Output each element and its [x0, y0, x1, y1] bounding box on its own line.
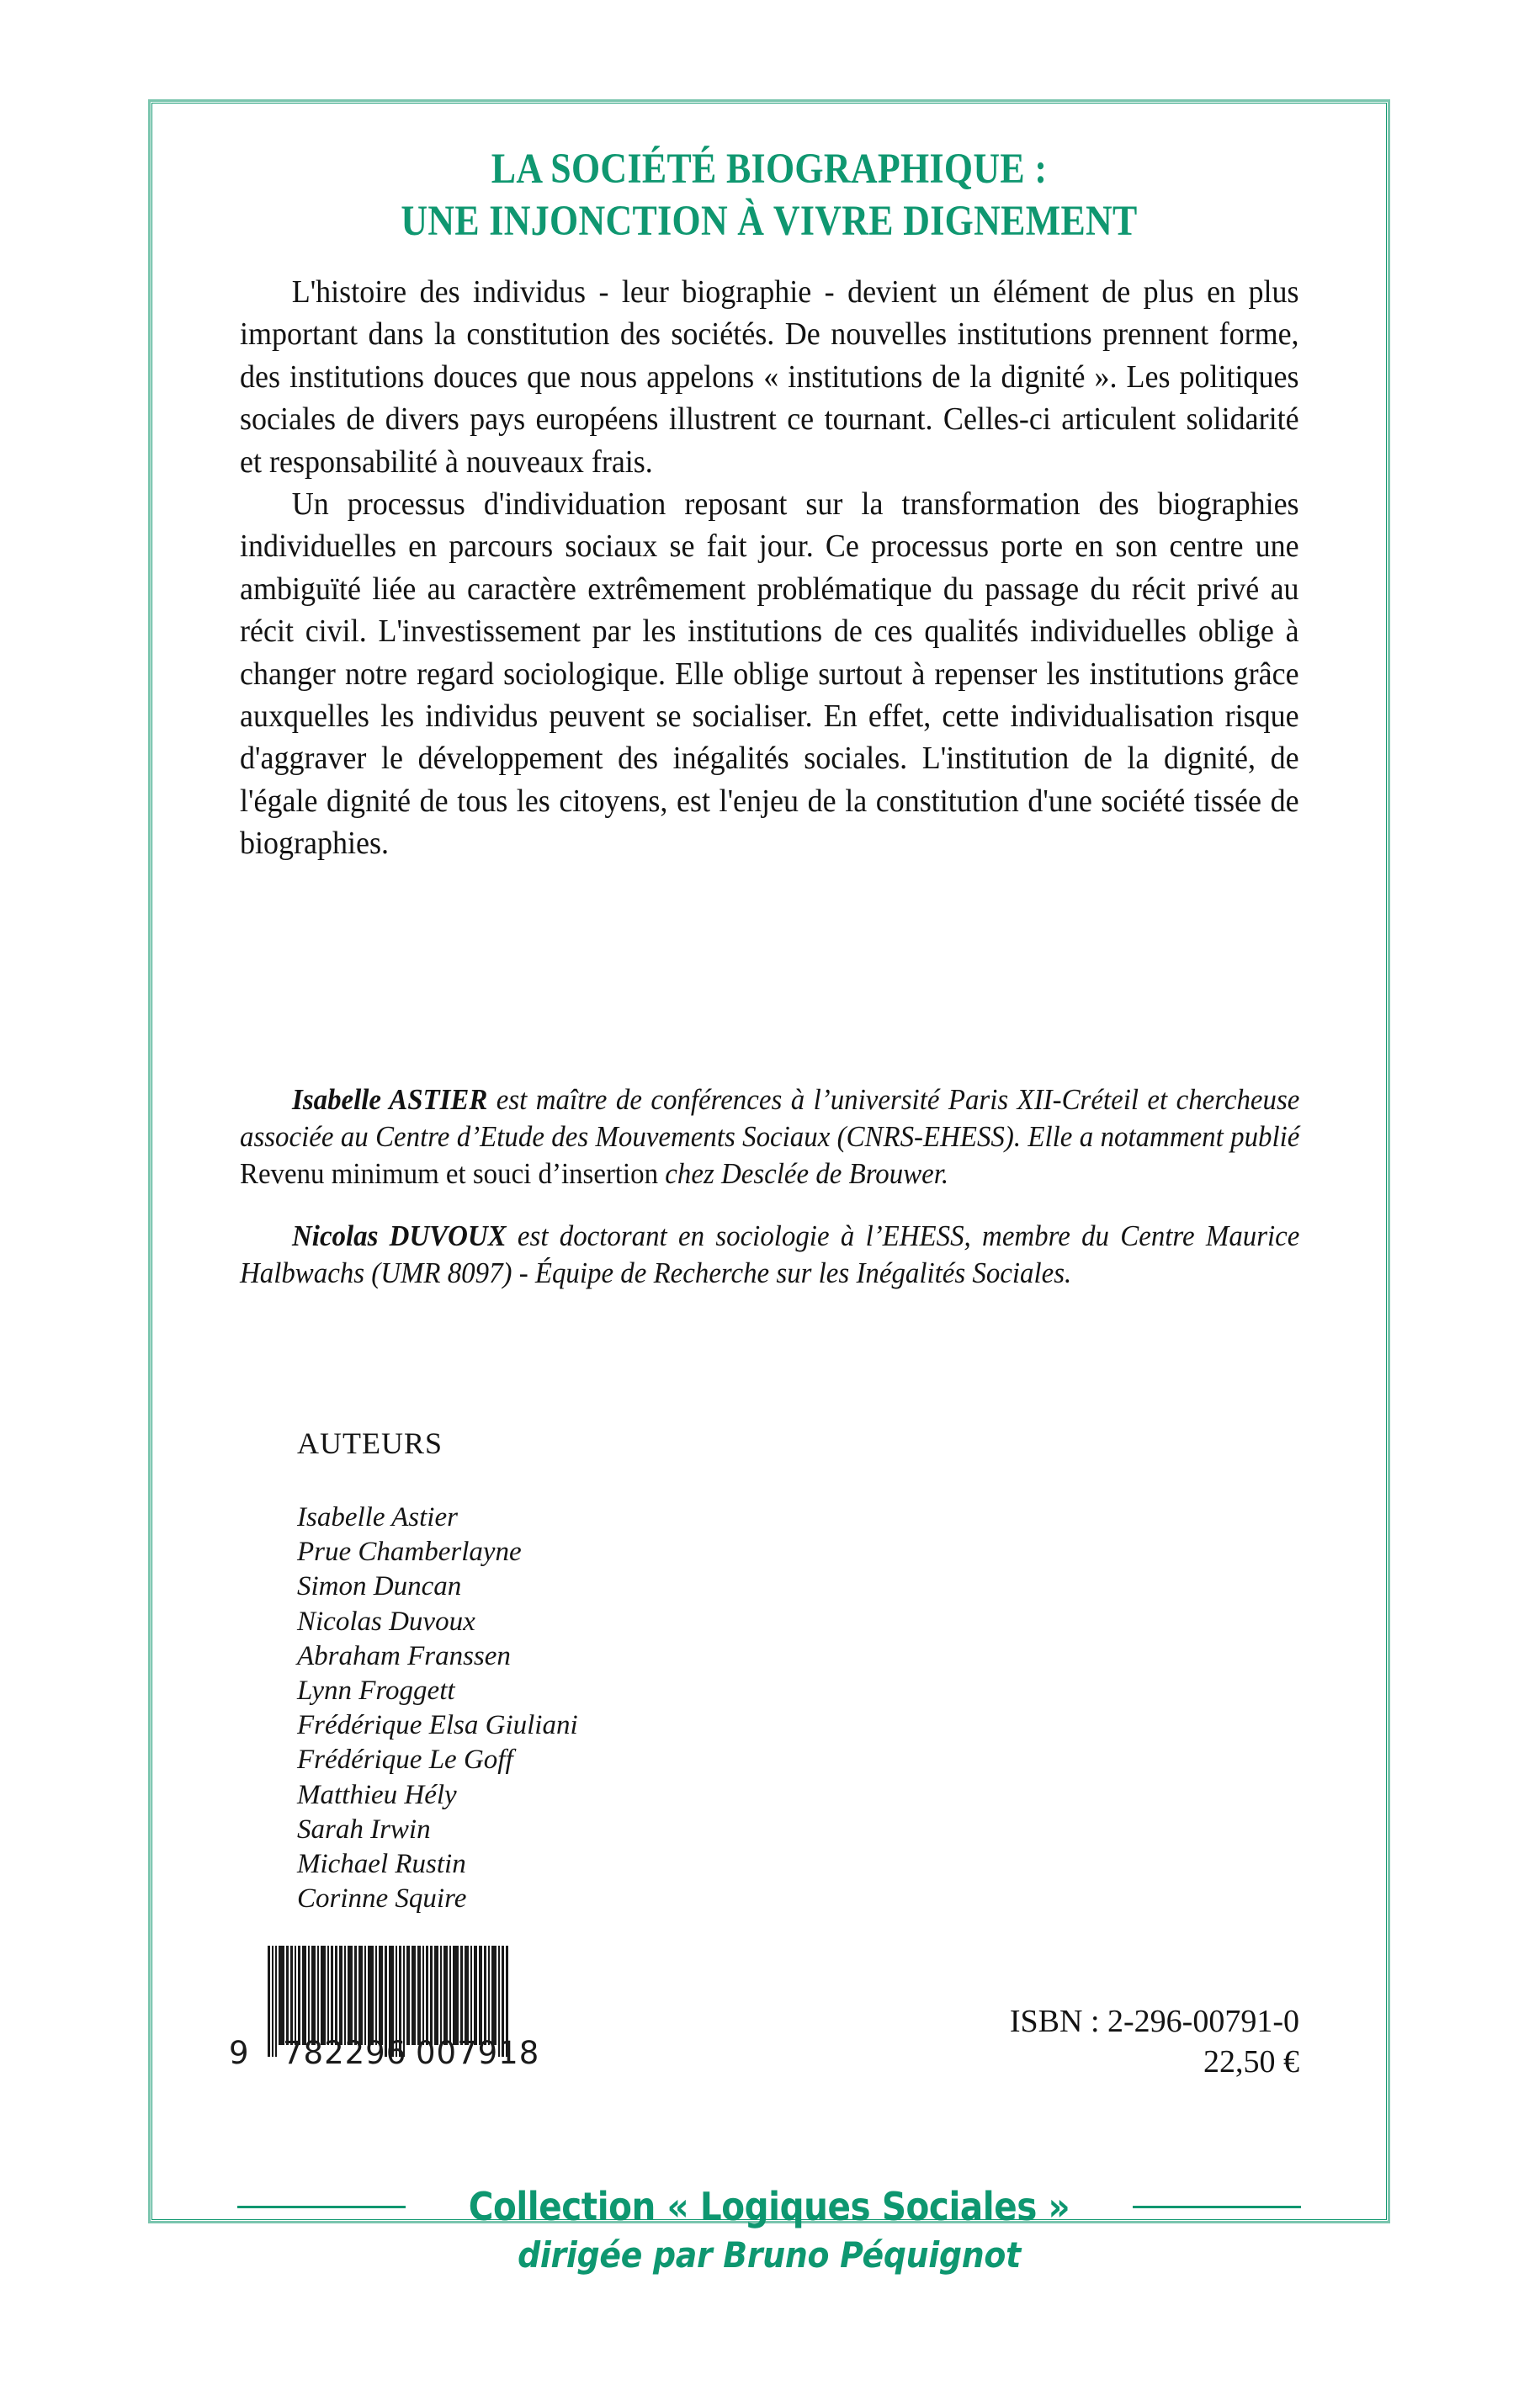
barcode-right-digits: 007918: [416, 2035, 540, 2071]
barcode-bar: [422, 1946, 424, 2045]
barcode-digits: [229, 2035, 557, 2070]
barcode-bar: [308, 1946, 310, 2045]
barcode-bar: [331, 1946, 333, 2045]
bio-astier-text-after: chez Desclée de Brouwer.: [658, 1157, 949, 1190]
author-list-item: Lynn Froggett: [297, 1676, 455, 1707]
bio-duvoux-name: Nicolas DUVOUX: [292, 1219, 507, 1252]
collection-name: Collection « Logiques Sociales »: [468, 2184, 1070, 2229]
barcode-bar: [279, 1946, 284, 2045]
price-value: 22,50 €: [1203, 2044, 1299, 2080]
bio-astier-work-title: Revenu minimum et souci d’insertion: [240, 1157, 659, 1190]
barcode-bar: [295, 1946, 296, 2045]
barcode-bar: [339, 1946, 343, 2045]
barcode-bar: [335, 1946, 337, 2045]
barcode-bar: [290, 1946, 293, 2045]
barcode-bar: [368, 1946, 374, 2045]
author-list-item: Simon Duncan: [297, 1571, 462, 1602]
barcode-bar: [286, 1946, 289, 2045]
page-title: [165, 143, 1373, 247]
bio-duvoux-text: est doctorant en sociologie à l’EHESS, membre du Centre Maurice Halbwachs (UMR 8097) - Équipe de Recherche sur les Inégalités Sociales.: [240, 1219, 1300, 1289]
barcode-bar: [344, 1946, 346, 2045]
author-biographies: [240, 1081, 1298, 1317]
author-list-item: Corinne Squire: [297, 1883, 467, 1915]
barcode-bar: [460, 1946, 463, 2045]
author-list-item: Sarah Irwin: [297, 1814, 431, 1845]
barcode-bar: [417, 1946, 421, 2045]
bio-astier: [240, 1081, 1299, 1192]
barcode-bar: [321, 1946, 326, 2045]
barcode-bar: [379, 1946, 383, 2045]
barcode-bar: [302, 1946, 306, 2045]
bio-duvoux: [240, 1218, 1299, 1292]
collection-rule-right: [1133, 2206, 1301, 2208]
title-line-1: LA SOCIÉTÉ BIOGRAPHIQUE :: [491, 146, 1048, 193]
author-list-item: Prue Chamberlayne: [297, 1537, 522, 1568]
blurb-paragraph-1: L'histoire des individus - leur biographie - devient un élément de plus en plus important dans la constitution des sociétés. De nouvelles institutions prennent forme, des institutions douces que nous appelons « institutions de la dignité ». Les politiques sociales de divers pays européens illustrent ce tournant. Celles-ci articulent solidarité et responsabilité à nouveaux frais.: [240, 274, 1299, 480]
barcode-bar: [298, 1946, 300, 2045]
author-list-item: Abraham Franssen: [297, 1640, 511, 1671]
author-list-item: Nicolas Duvoux: [297, 1606, 475, 1637]
barcode-bar: [434, 1946, 438, 2045]
author-list-item: Frédérique Le Goff: [297, 1745, 513, 1776]
blurb-text: [240, 271, 1298, 865]
barcode-bar: [488, 1946, 490, 2045]
barcode-bar: [348, 1946, 353, 2045]
bio-astier-text-before: est maître de conférences à l’université Paris XII-Créteil et chercheuse associée au Centre d’Etude des Mouvements Sociaux (CNRS-EHESS). Elle a notamment publié: [240, 1083, 1300, 1153]
collection-rule-left: [237, 2206, 406, 2208]
collection-name-row: [148, 2183, 1390, 2230]
author-list-item: Isabelle Astier: [297, 1502, 458, 1532]
collection-subtitle: dirigée par Bruno Péquignot: [518, 2234, 1021, 2276]
barcode-bar: [465, 1946, 469, 2045]
barcode-bar: [430, 1946, 433, 2045]
barcode-bar: [491, 1946, 497, 2045]
authors-section-heading: AUTEURS: [297, 1426, 443, 1460]
barcode-bar: [453, 1946, 459, 2045]
barcode-bar: [449, 1946, 451, 2045]
authors-list: [297, 1501, 578, 1916]
barcode-bar: [358, 1946, 363, 2045]
barcode-bar: [354, 1946, 357, 2045]
barcode-left-digits: 782296: [283, 2035, 407, 2071]
author-list-item: Frédérique Elsa Giuliani: [297, 1710, 578, 1741]
collection-footer: [148, 2183, 1390, 2277]
barcode-bar: [375, 1946, 377, 2045]
barcode-bar: [364, 1946, 366, 2045]
barcode-bar: [317, 1946, 319, 2045]
title-line-2: UNE INJONCTION À VIVRE DIGNEMENT: [401, 198, 1138, 245]
barcode-bar: [474, 1946, 477, 2045]
author-list-item: Michael Rustin: [297, 1849, 466, 1880]
barcode-bar: [311, 1946, 316, 2045]
barcode-bar: [327, 1946, 329, 2045]
barcode-bar: [484, 1946, 486, 2045]
isbn-price-block: [1010, 2001, 1299, 2082]
barcode-bar: [426, 1946, 428, 2045]
barcode-bar: [443, 1946, 448, 2045]
author-list-item: Matthieu Hély: [297, 1779, 457, 1810]
blurb-paragraph-2: Un processus d'individuation reposant sur la transformation des biographies individuelles en parcours sociaux se fait jour. Ce processus porte en son centre une ambiguïté liée au caractère extrêmement problématique du passage du récit privé au récit civil. L'investissement par les institutions de ces qualités individuelles oblige à changer notre regard sociologique. Elle oblige surtout à repenser les institutions grâce auxquelles les individus peuvent se socialiser. En effet, cette individualisation risque d'aggraver le développement des inégalités sociales. L'institution de la dignité, de l'égale dignité de tous les citoyens, est l'enjeu de la constitution d'une société tissée de biographies.: [240, 486, 1299, 862]
barcode: [229, 1946, 557, 2070]
barcode-bar: [470, 1946, 472, 2045]
barcode-bar: [440, 1946, 442, 2045]
isbn-value: ISBN : 2-296-00791-0: [1009, 2004, 1299, 2039]
barcode-bars: [268, 1946, 557, 2045]
barcode-bar: [479, 1946, 482, 2045]
bio-astier-name: Isabelle ASTIER: [292, 1083, 488, 1116]
barcode-bar: [406, 1946, 410, 2045]
barcode-lead-digit: 9: [229, 2035, 250, 2071]
barcode-bar: [412, 1946, 416, 2045]
